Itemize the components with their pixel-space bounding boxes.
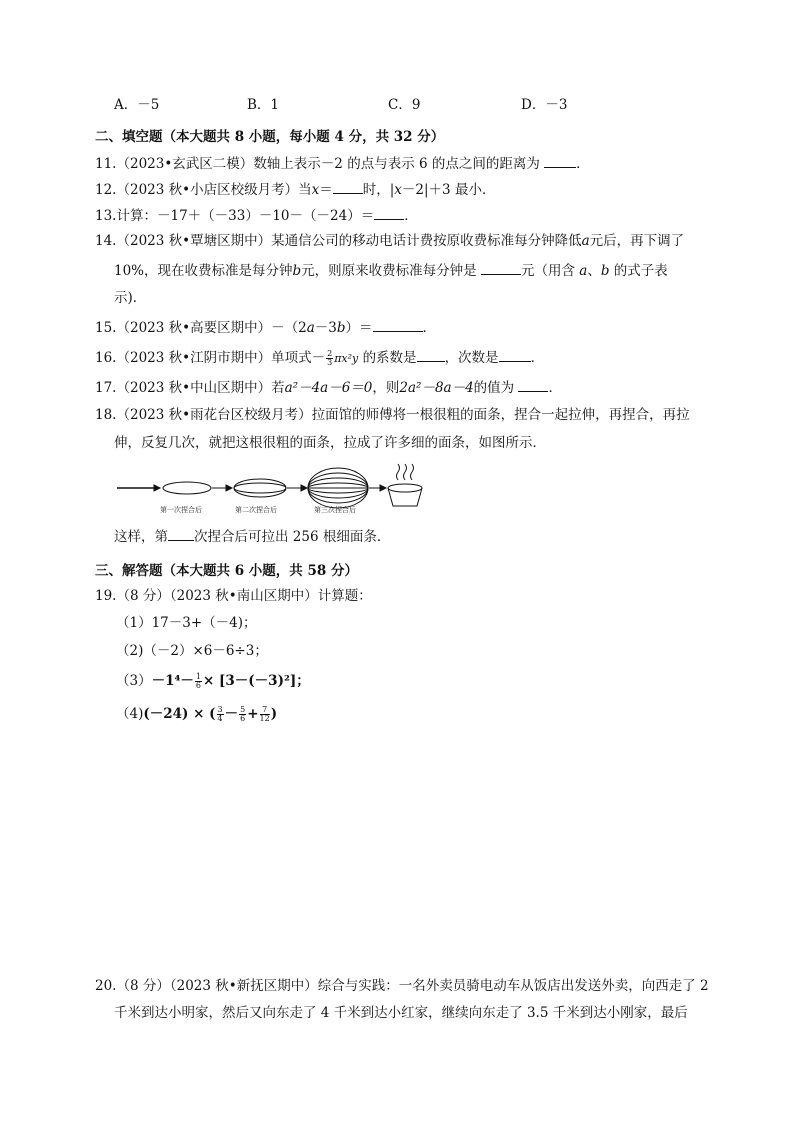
q15-source: （2023 秋•高要区期中）	[116, 320, 272, 336]
diagram-caption-3: 第三次捏合后	[314, 506, 356, 514]
q19-part-2: （2)（－2）×6－6÷3；	[116, 643, 268, 659]
q17-answer-blank[interactable]	[518, 378, 548, 392]
q17-source: （2023 秋•中山区期中）	[116, 380, 272, 396]
q19-part-4: （4)(－24) × ( $\frac{3}{4}$ － $\frac{5}{6}$ + $\frac{7}{12}$ )	[116, 705, 278, 723]
q11-text: 数轴上表示－2 的点与表示 6 的点之间的距离为	[253, 156, 540, 172]
question-20-line-1: 20.（8 分）（2023 秋•新抚区期中）综合与实践：一名外卖员骑电动车从饭店出发送外卖，向西走了 2	[95, 978, 709, 994]
question-17: 17.（2023 秋•中山区期中）若a²－4a－6＝0，则2a²－8a－4的值为 ．	[95, 380, 562, 396]
question-14-line-2: 10%，现在收费标准是每分钟b元，则原来收费标准每分钟是 元（用含 a、b 的式子表	[114, 263, 668, 279]
q16-source: （2023 秋•江阴市期中）	[116, 350, 272, 366]
question-14-line-1: 14.（2023 秋•覃塘区期中）某通信公司的移动电话计费按原收费标准每分钟降低a元后，再下调了	[95, 233, 685, 249]
question-13: 13.计算：－17＋（－33）－10－（－24）＝ ．	[95, 208, 418, 224]
noodle-folding-diagram	[112, 458, 442, 510]
q18-source: （2023 秋•雨花台区校级月考）	[116, 407, 312, 423]
section-fill-in-title: 二、填空题（本大题共 8 小题，每小题 4 分，共 32 分）	[95, 129, 445, 145]
q11-source: （2023•玄武区二模）	[116, 156, 254, 172]
q16-coefficient-blank[interactable]	[417, 348, 445, 362]
question-12: 12.（2023 秋•小店区校级月考）当x＝ 时，|x－2|＋3 最小．	[95, 182, 496, 198]
question-14-line-3: 示)．	[114, 290, 147, 306]
section-solve-title: 三、解答题（本大题共 6 小题，共 58 分）	[95, 563, 358, 579]
q18-answer-blank[interactable]	[168, 527, 194, 541]
q13-answer-blank[interactable]	[374, 206, 404, 220]
q11-answer-blank[interactable]	[544, 154, 576, 168]
question-18-line-2: 伸，反复几次，就把这根很粗的面条，拉成了许多细的面条，如图所示．	[114, 435, 546, 451]
q13-text: 计算：－17＋（－33）－10－（－24）＝	[116, 208, 375, 224]
question-15: 15.（2023 秋•高要区期中）－（2a－3b）＝ ．	[95, 320, 437, 336]
q11-number: 11.	[95, 156, 117, 172]
question-19: 19.（8 分）（2023 秋•南山区期中）计算题：	[95, 588, 372, 604]
diagram-caption-2: 第二次捏合后	[235, 506, 277, 514]
q12-source: （2023 秋•小店区校级月考）	[116, 182, 299, 198]
q12-answer-blank[interactable]	[333, 180, 363, 194]
question-11: 11.（2023•玄武区二模）数轴上表示－2 的点与表示 6 的点之间的距离为 ．	[95, 156, 590, 172]
q15-answer-blank[interactable]	[373, 318, 423, 332]
choice-c: C．9	[388, 97, 421, 113]
q16-fraction: $\frac{2}{3}$	[327, 349, 333, 367]
choice-d: D．－3	[521, 97, 568, 113]
q19-part-3: （3）－1⁴－ $\frac{1}{6}$ × [3－(－3)²]；	[116, 672, 310, 690]
question-20-line-2: 千米到达小明家，然后又向东走了 4 千米到达小红家，继续向东走了 3.5 千米到达小刚家，最后	[114, 1005, 688, 1021]
choice-a: A．－5	[114, 97, 160, 113]
q19-part-1: （1）17－3+（－4)；	[116, 615, 257, 631]
question-16: 16.（2023 秋•江阴市期中）单项式－ $\frac{2}{3}$ πx²y 的系数是 ，次数是 ．	[95, 349, 545, 367]
q20-source: （2023 秋•新抚区期中）	[169, 978, 318, 994]
q19-p3-fraction: $\frac{1}{6}$	[195, 672, 201, 690]
q16-degree-blank[interactable]	[499, 348, 531, 362]
q19-source: （2023 秋•南山区期中）	[169, 588, 318, 604]
question-18-line-1: 18.（2023 秋•雨花台区校级月考）拉面馆的师傅将一根很粗的面条，捏合一起拉伸，再捏合，再拉	[95, 407, 690, 423]
choice-b: B．1	[247, 97, 280, 113]
q14-source: （2023 秋•覃塘区期中）	[116, 233, 272, 249]
q14-answer-blank[interactable]	[481, 261, 521, 275]
question-18-line-3: 这样，第 次捏合后可拉出 256 根细面条．	[114, 529, 391, 545]
diagram-caption-1: 第一次捏合后	[160, 506, 202, 514]
